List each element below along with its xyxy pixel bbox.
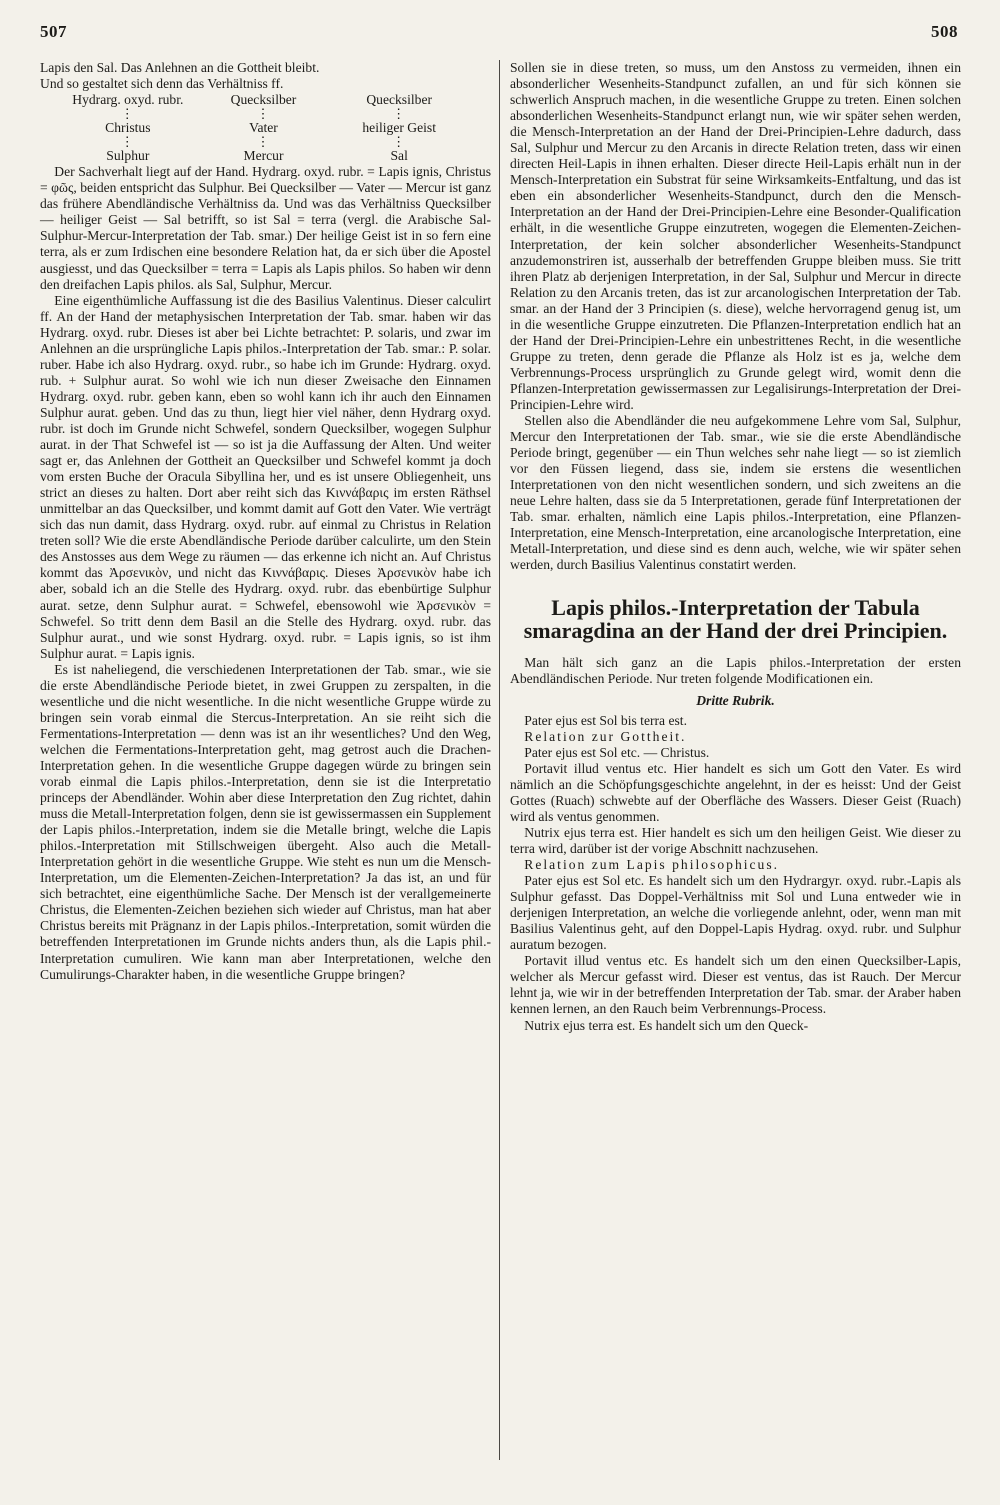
schema-connector: ⋮ xyxy=(120,106,136,122)
right-column xyxy=(510,60,961,1034)
schema-cell: Quecksilber xyxy=(230,92,297,108)
schema-cell: heiliger Geist xyxy=(362,120,436,136)
schema-cell: Quecksilber xyxy=(366,92,433,108)
schema-connector: ⋮ xyxy=(256,106,271,122)
body-paragraph: Portavit illud ventus etc. Hier handelt es sich um Gott den Vater. Es wird nämlich an die Schöpfungsgeschichte angelehnt, in der es heisst: Und der Geist Gottes (Ruach) schwebte auf der Oberfläche des Wassers. Dieser Geist (Ruach) wird als ventus genommen. xyxy=(510,760,961,824)
relation-heading: Relation zum Lapis philosophicus. xyxy=(524,857,780,873)
schema-cell: Sulphur xyxy=(106,148,150,164)
body-paragraph: Man hält sich ganz an die Lapis philos.-Interpretation der ersten Abendländischen Periode. Nur treten folgende Modificationen ein. xyxy=(510,654,961,686)
schema-connector: ⋮ xyxy=(256,134,271,150)
intro-line: Lapis den Sal. Das Anlehnen an die Gottheit bleibt. xyxy=(40,60,320,75)
intro-line: Und so gestaltet sich denn das Verhältniss ff. xyxy=(40,76,284,92)
schema-cell: Hydrarg. oxyd. rubr. xyxy=(72,92,184,108)
schema-connector: ⋮ xyxy=(391,134,407,150)
schema-connector: ⋮ xyxy=(391,106,407,122)
text-line: Pater ejus est Sol etc. — Christus. xyxy=(524,744,710,760)
schema-row xyxy=(40,148,491,164)
schema-cell: Mercur xyxy=(243,148,284,164)
body-paragraph: Stellen also die Abendländer die neu aufgekommene Lehre vom Sal, Sulphur, Mercur den Interpretationen der Tab. smar., wie sie die erste Abendländische Periode bringt, gegenüber — ein Thun welches sehr nahe liegt — so ist ziemlich vor den Füssen liegend, dass sie, indem sie erstens die wesentlichen Interpretationen von den nicht wesentlichen sondern, und sich zweitens an die neue Lehre halten, dass sie da 5 Interpretationen, gerade fünf Interpretationen der Tab. smar. erhalten, nämlich eine Lapis philos.-Interpretation, eine Pflanzen-Interpretation, eine Mensch-Interpretation, eine arcanologische Interpretation, eine Metall-Interpretation, und diese sind es denn auch, welche, wie wir später sehen werden, durch Basilius Valentinus constatirt werden. xyxy=(510,413,961,573)
body-paragraph: Nutrix ejus terra est. Hier handelt es sich um den heiligen Geist. Wie dieser zu terra wird, darüber ist der vorige Abschnitt nachzusehen. xyxy=(510,824,961,857)
relation-schema xyxy=(40,92,491,164)
body-paragraph: Portavit illud ventus etc. Es handelt sich um den einen Quecksilber-Lapis, welcher als Mercur gefasst wird. Dieser est ventus, das ist Rauch. Der Mercur lehnt ja, wie wir in der betreffenden Interpretation der Tab. smar. der Araber haben kennen lernen, an den Rauch beim Verbrennungs-Process. xyxy=(510,953,961,1017)
schema-connector-row xyxy=(40,136,491,148)
schema-connector-row xyxy=(40,108,491,120)
column-divider xyxy=(499,60,500,1460)
page-number-left: 507 xyxy=(40,22,67,41)
section-heading: Lapis philos.-Interpretation der Tabula smaragdina an der Hand der drei Principien. xyxy=(523,594,948,643)
relation-heading: Relation zur Gottheit. xyxy=(524,728,687,744)
page-number-right: 508 xyxy=(931,22,958,41)
body-paragraph: Nutrix ejus terra est. Es handelt sich um den Queck- xyxy=(524,1017,809,1033)
body-paragraph: Eine eigenthümliche Auffassung ist die des Basilius Valentinus. Dieser calculirt ff. An der Hand der metaphysischen Interpretation der Tab. smar. haben wir das Hydrarg. oxyd. rubr. Dieses ist aber bei Lichte betrachtet: P. solaris, und zwar im Anlehnen an die ursprüngliche Lapis philos.-Interpretation der Tab. smar.: P. solar. ruber. Habe ich also Hydrarg. oxyd. rubr., so habe ich im Grunde: Hydrarg. oxyd. rub. + Sulphur aurat. So wohl wie ich nun dieser Zweisache den Einnamen Hydrarg. oxyd. rubr. geben kann, eben so wohl kann ich ihr auch den Einnamen Sulphur aurat. geben. Und das zu thun, liegt hier viel näher, denn Hydrarg oxyd. rubr. ist doch im Grunde nicht Schwefel, sondern Quecksilber, wogegen Sulphur aurat. in der That Schwefel ist — so ist ja die Auffassung der Alten. Und weiter sagt er, das Anlehnen der Gottheit an Quecksilber und Schwefel kommt ja doch vom ersten Buche der Oracula Sibyllina her, und es ist unsere Obliegenheit, uns strict an dieses zu halten. Dort aber reiht sich das Κιννάβαρις im ersten Räthsel unmittelbar an das Quecksilber, und kommt damit auf Gott den Vater. Wie verträgt sich das nun damit, dass Hydrarg. oxyd. rubr. auf einmal zu Christus in Relation treten soll? Wie die erste Abendländische Periode darüber calculirte, um den Stein des Anstosses aus dem Wege zu räumen — das erkenne ich nicht an. Auf Christus kommt das Ἀρσενικὸν, und nicht das Κιννάβαρις. Dieses Ἀρσενικὸν habe ich aber, sobald ich an die Stelle des Hydrarg. oxyd. rubr. das ebenbürtige Sulphur aurat. setze, denn Sulphur aurat. = Schwefel, ebensowohl wie Ἀρσενικὸν = Schwefel. So tritt denn dem Basil an die Stelle des Hydrarg. oxyd. rubr. das Sulphur aurat., und wie sonst Hydrarg. oxyd. rubr. = Lapis ignis, so ist ihm Sulphur aurat. = Lapis ignis. xyxy=(40,292,491,661)
body-paragraph: Der Sachverhalt liegt auf der Hand. Hydrarg. oxyd. rubr. = Lapis ignis, Christus = φῶς, beiden entspricht das Sulphur. Bei Quecksilber — Vater — Mercur ist ganz das frühere Abendländische Verhältniss da. Und was das Verhältniss Quecksilber — heiliger Geist — Sal betrifft, so ist Sal = terra (vergl. die Arabische Sal-Sulphur-Mercur-Interpretation der Tab. smar.) Der heilige Geist ist in so fern eine terra, als er zum Irdischen eine besondere Relation hat, da er sich über die Apostel ausgiesst, und das Quecksilber = terra = Lapis als Lapis philos. So haben wir denn den dreifachen Lapis philos. als Sal, Sulphur, Mercur. xyxy=(40,164,491,292)
schema-cell: Christus xyxy=(105,120,151,136)
schema-cell: Sal xyxy=(390,148,408,164)
schema-connector: ⋮ xyxy=(120,134,136,150)
text-line: Pater ejus est Sol bis terra est. xyxy=(524,712,687,728)
body-paragraph: Es ist naheliegend, die verschiedenen Interpretationen der Tab. smar., wie sie die erste Abendländische Periode bietet, in zwei Gruppen zu zerspalten, in die wesentliche und die nicht wesentliche. In die nicht wesentliche Gruppe würde zu bringen sein vorab einmal die Stercus-Interpretation. An sie reiht sich die Fermentations-Interpretation — denn was ist an ihr wesentliches? Und den Weg, welchen die Fermentations-Interpretation geht, mag getrost auch die Drachen-Interpretation gehen. In die wesentliche Gruppe dagegen würde zu bringen sein vorab einmal die Lapis philos.-Interpretation, denn sie ist die Interpretatio princeps der Abendländer. Wohin aber diese Interpretation den Zug richtet, dahin muss die Metall-Interpretation folgen, denn sie ist gewissermassen ein Supplement der Lapis philos.-Interpretation, indem sie die Metalle bringt, welche die Lapis philos.-Interpretation mit Stillschweigen übergeht. Also auch die Metall-Interpretation gehört in die wesentliche Gruppe. Wie steht es nun um die Mensch-Interpretation, um die Elementen-Zeichen-Interpretation? Ja das ist, an und für sich betrachtet, eine eigenthümliche Sache. Der Mensch ist der verallgemeinerte Christus, die Elementen-Zeichen beziehen sich wieder auf Christus, man hat aber Christus bereits mit Prägnanz in der Lapis philos.-Interpretation, somit würden die betreffenden Interpretationen im Grunde nichts anders thun, als die Lapis phil.-Interpretation cumuliren. Wie kann man aber Interpretationen, welche den Cumulirungs-Charakter haben, in die wesentliche Gruppe bringen? xyxy=(40,661,491,982)
schema-cell: Vater xyxy=(249,120,278,136)
rubric-heading: Dritte Rubrik. xyxy=(696,692,775,708)
body-paragraph: Pater ejus est Sol etc. Es handelt sich um den Hydrargyr. oxyd. rubr.-Lapis als Sulphur gefasst. Das Doppel-Verhältniss mit Sol und Luna entweder wie in derjenigen Interpretation, an welche die vorliegende anlehnt, oder, wenn man mit Basilius Valentinus geht, auf den Doppel-Lapis Hydrag. oxyd. rubr. und Sulphur auratum bezogen. xyxy=(510,873,961,953)
left-column xyxy=(40,60,491,983)
body-paragraph: Sollen sie in diese treten, so muss, um den Anstoss zu vermeiden, ihnen ein absonderlicher Wesenheits-Standpunct zufallen, an und für sich können sie schwerlich Anspruch machen, in die wesentliche Gruppe zu treten. Einen solchen absonderlichen Wesenheits-Standpunct erlangt nun, wie wir später sehen werden, die Mensch-Interpretation an der Hand der Drei-Principien-Lehre dadurch, dass Sal, Sulphur und Mercur zu den Arcanis in directe Relation treten, dass wir einen directen Heil-Lapis in ihnen erhalten. Dieser directe Heil-Lapis erhält nun in der Mensch-Interpretation ein Substrat für seine Wirksamkeits-Entfaltung, und das ist eben ein absonderlicher Wesenheits-Standpunct, durch den die Mensch-Interpretation an der Hand der Drei-Principien-Lehre eine Besonder-Qualification erhält, in die wesentliche Gruppe einzutreten, wogegen die Elementen-Zeichen-Interpretation, der kein solcher absonderlicher Wesenheits-Standpunct anzudemonstriren ist, ausserhalb der betreffenden Gruppe bleiben muss. Sie tritt ihren Platz ab derjenigen Interpretation, in der Sal, Sulphur und Mercur in directe Relation zu den Arcanis treten, das ist zur arcanologischen Interpretation der Tab. smar. an der Hand der 3 Principien (s. diese), welche hervorragend genug ist, um in die wesentliche Gruppe einzutreten. Die Pflanzen-Interpretation endlich hat an der Hand der Drei-Principien-Lehre ein unbestrittenes Recht, in die wesentliche Gruppe zu treten, denn gerade die Pflanze als Holz ist es ja, welche dem Verbrennungs-Process ursprünglich zu Grunde gelegt wird, womit denn die Pflanzen-Interpretation gewissermassen zur Legalisirungs-Interpretation der Drei-Principien-Lehre wird. xyxy=(510,60,961,412)
